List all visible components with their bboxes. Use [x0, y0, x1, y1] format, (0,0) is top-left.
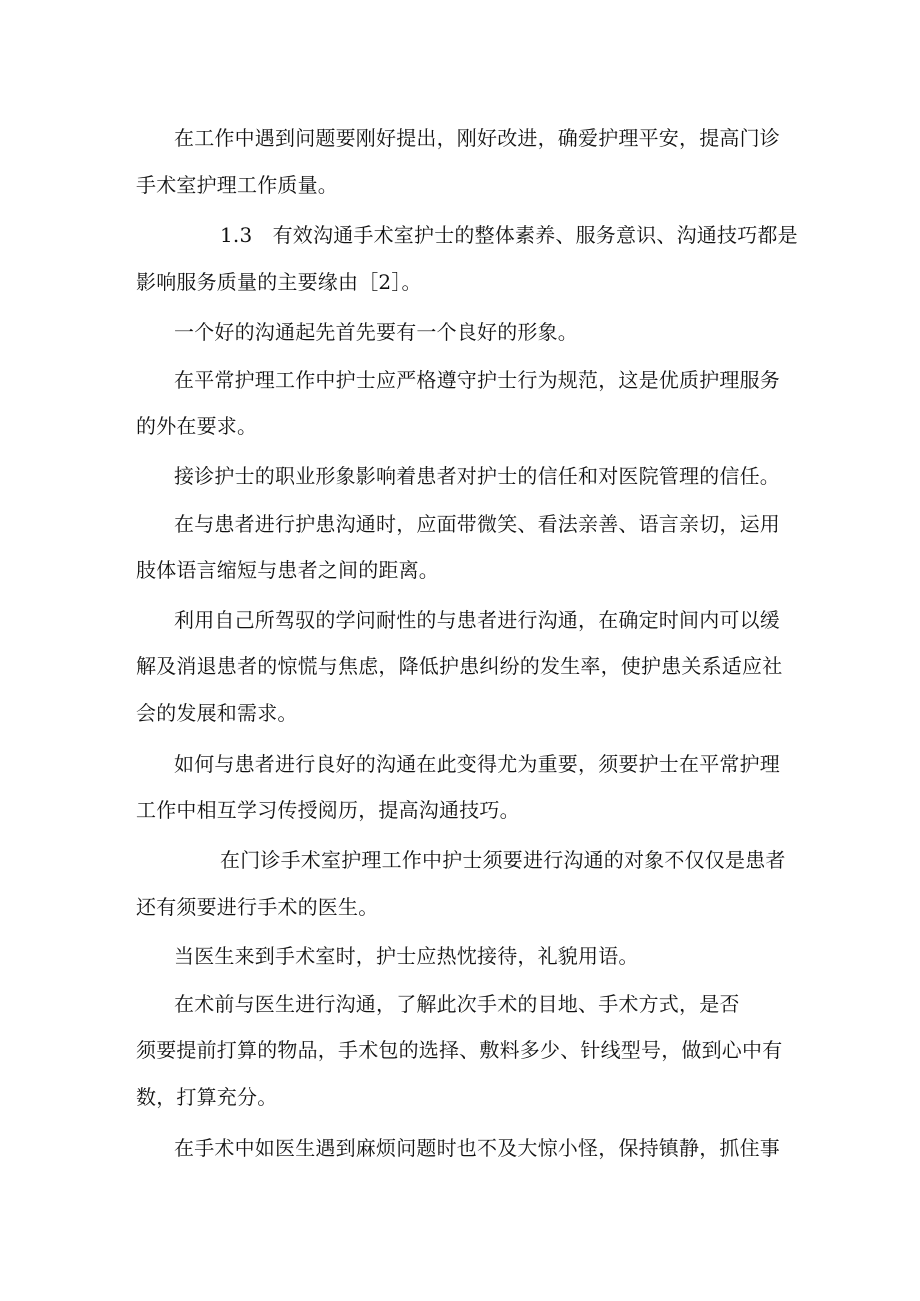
text-line: 数，打算充分。 — [136, 1085, 278, 1109]
text-line: 在手术中如医生遇到麻烦问题时也不及大惊小怪，保持镇静，抓住事 — [174, 1136, 780, 1160]
text-line: 在术前与医生进行沟通，了解此次手术的目地、手术方式，是否 — [174, 992, 740, 1016]
text-line: 影响服务质量的主要缘由［2］。 — [136, 270, 422, 294]
text-line: 在平常护理工作中护士应严格遵守护士行为规范，这是优质护理服务 — [174, 368, 780, 392]
text-line: 会的发展和需求。 — [136, 701, 298, 725]
text-line: 一个好的沟通起先首先要有一个良好的形象。 — [174, 320, 578, 344]
text-line: 须要提前打算的物品，手术包的选择、敷料多少、针线型号，做到心中有 — [136, 1038, 783, 1062]
text-line: 在门诊手术室护理工作中护士须要进行沟通的对象不仅仅是患者 — [220, 848, 786, 872]
text-line: 解及消退患者的惊慌与焦虑，降低护患纠纷的发生率，使护患关系适应社 — [136, 654, 783, 678]
text-line: 接诊护士的职业形象影响着患者对护士的信任和对医院管理的信任。 — [174, 464, 780, 488]
text-line: 还有须要进行手术的医生。 — [136, 895, 379, 919]
text-line: 如何与患者进行良好的沟通在此变得尤为重要，须要护士在平常护理 — [174, 752, 780, 776]
text-line: 在工作中遇到问题要刚好提出，刚好改进，确爱护理平安，提高门诊 — [174, 126, 780, 150]
text-line: 当医生来到手术室时，护士应热忱接待，礼貌用语。 — [174, 944, 639, 968]
text-line: 1.3 有效沟通手术室护士的整体素养、服务意识、沟通技巧都是 — [220, 223, 798, 247]
text-line: 肢体语言缩短与患者之间的距离。 — [136, 558, 439, 582]
text-line: 利用自己所驾驭的学问耐性的与患者进行沟通，在确定时间内可以缓 — [174, 608, 780, 632]
text-line: 工作中相互学习传授阅历，提高沟通技巧。 — [136, 798, 520, 822]
text-line: 手术室护理工作质量。 — [136, 173, 338, 197]
text-line: 在与患者进行护患沟通时，应面带微笑、看法亲善、语言亲切，运用 — [174, 512, 780, 536]
text-line: 的外在要求。 — [136, 414, 258, 438]
